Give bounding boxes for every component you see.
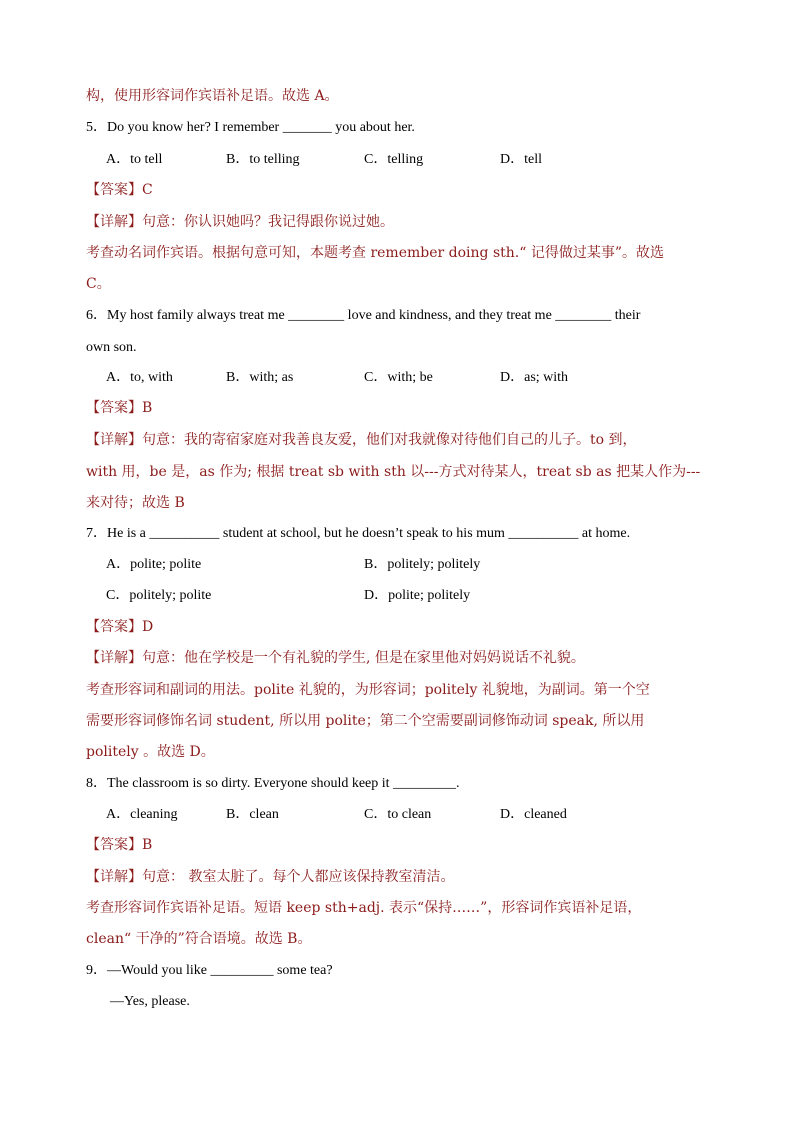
q5-option-d: D．tell <box>500 152 542 167</box>
question-7: 7．He is a __________ student at school, but he doesn’t speak to his mum __________ at home. <box>86 526 631 541</box>
question-9-line2: —Yes, please. <box>110 994 190 1009</box>
q8-answer: 【答案】B <box>86 837 153 853</box>
q5-explanation-line2: 考查动名词作宾语。根据句意可知，本题考查 remember doing sth.“ 记得做过某事”。故选 <box>86 245 664 261</box>
q7-option-d: D．polite; politely <box>364 588 471 603</box>
q5-answer: 【答案】C <box>86 182 153 198</box>
q8-option-a: A．cleaning <box>106 807 178 822</box>
q8-option-d: D．cleaned <box>500 807 567 822</box>
question-8: 8．The classroom is so dirty. Everyone should keep it _________. <box>86 776 460 791</box>
q5-explanation-line1: 【详解】句意：你认识她吗？我记得跟你说过她。 <box>86 214 394 230</box>
q7-answer: 【答案】D <box>86 619 154 635</box>
q6-explanation-line1: 【详解】句意：我的寄宿家庭对我善良友爱，他们对我就像对待他们自己的儿子。to 到， <box>86 432 637 448</box>
question-6-line2: own son. <box>86 340 137 355</box>
q8-option-b: B．clean <box>226 807 279 822</box>
q8-option-c: C．to clean <box>364 807 432 822</box>
question-6-line1: 6．My host family always treat me ________ love and kindness, and they treat me ________ their <box>86 308 641 323</box>
previous-explanation-tail: 构，使用形容词作宾语补足语。故选 A。 <box>86 88 339 104</box>
q8-explanation-line1: 【详解】句意： 教室太脏了。每个人都应该保持教室清洁。 <box>86 869 455 885</box>
q5-option-a: A．to tell <box>106 152 163 167</box>
q7-explanation-line4: politely 。故选 D。 <box>86 744 215 760</box>
q7-option-b: B．politely; politely <box>364 557 481 572</box>
q6-answer: 【答案】B <box>86 400 153 416</box>
q6-explanation-line2: with 用，be 是，as 作为; 根据 treat sb with sth 以---方式对待某人，treat sb as 把某人作为--- <box>86 464 701 480</box>
question-9-line1: 9．—Would you like _________ some tea? <box>86 963 333 978</box>
q6-option-d: D．as; with <box>500 370 569 385</box>
q7-explanation-line3: 需要形容词修饰名词 student, 所以用 polite；第二个空需要副词修饰动词 speak, 所以用 <box>86 713 645 729</box>
q6-explanation-line3: 来对待；故选 B <box>86 495 185 511</box>
q6-option-c: C．with; be <box>364 370 433 385</box>
q7-explanation-line1: 【详解】句意：他在学校是一个有礼貌的学生, 但是在家里他对妈妈说话不礼貌。 <box>86 650 585 666</box>
q7-explanation-line2: 考查形容词和副词的用法。polite 礼貌的，为形容词；politely 礼貌地，为副词。第一个空 <box>86 682 650 698</box>
q6-option-a: A．to, with <box>106 370 173 385</box>
q7-option-a: A．polite; polite <box>106 557 202 572</box>
q6-option-b: B．with; as <box>226 370 294 385</box>
q5-option-b: B．to telling <box>226 152 300 167</box>
q8-explanation-line2: 考查形容词作宾语补足语。短语 keep sth+adj. 表示“保持……”，形容词作宾语补足语， <box>86 900 642 916</box>
q8-explanation-line3: clean“ 干净的”符合语境。故选 B。 <box>86 931 312 947</box>
q5-explanation-line3: C。 <box>86 276 111 292</box>
q5-option-c: C．telling <box>364 152 424 167</box>
question-5: 5．Do you know her? I remember _______ you about her. <box>86 120 415 135</box>
q7-option-c: C．politely; polite <box>106 588 212 603</box>
